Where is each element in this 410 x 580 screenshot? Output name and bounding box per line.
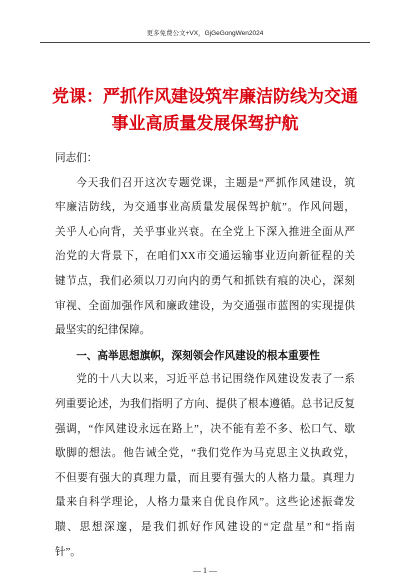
salutation: 同志们： <box>55 153 98 164</box>
paragraph-line: 最坚实的纪律保障。 <box>55 325 151 337</box>
paragraph-line: 量来自科学理论，人格力量来自优良作风”。这些论述振聋发 <box>55 497 355 509</box>
header-divider <box>40 42 370 43</box>
document-title <box>0 83 410 137</box>
paragraph-line: 歇脚的想法。他告诫全党，“我们党作为马克思主义执政党， <box>55 448 355 460</box>
paragraph-line: 聩、思想深邃，是我们抓好作风建设的“定盘星”和“指南 <box>55 521 355 533</box>
document-body <box>55 147 355 565</box>
title-line: 事业高质量发展保驾护航 <box>111 114 299 133</box>
title-line: 党课：严抓作风建设筑牢廉洁防线为交通 <box>52 87 358 106</box>
paragraph-line: 治党的大背景下，在咱们XX市交通运输事业迈向新征程的关 <box>55 251 355 263</box>
paragraph-line: 键节点，我们必须以刀刃向内的勇气和抓铁有痕的决心，深刻 <box>55 275 355 287</box>
page-number: — 1 — <box>193 566 217 575</box>
paragraph-line: 审视、全面加强作风和廉政建设，为交通强市蓝图的实现提供 <box>55 300 355 312</box>
paragraph-line: 牢廉洁防线，为交通事业高质量发展保驾护航”。作风问题， <box>55 202 355 214</box>
paragraph-line: 关乎人心向背，关乎事业兴衰。在全党上下深入推进全面从严 <box>55 226 355 238</box>
paragraph-line: 列重要论述，为我们指明了方向、提供了根本遵循。总书记反复 <box>55 398 355 410</box>
paragraph-line: 党的十八大以来，习近平总书记围绕作风建设发表了一系 <box>76 374 355 386</box>
header-note: 更多免费公文+VX，GjGeGongWen2024 <box>146 30 264 37</box>
section-heading: 一、高举思想旗帜，深刻领会作风建设的根本重要性 <box>76 349 320 362</box>
paragraph-line: 强调，“作风建设永远在路上”，决不能有差不多、松口气、歇 <box>55 423 355 435</box>
body-paragraph <box>55 172 355 344</box>
paragraph-line: 不但要有强大的真理力量，而且要有强大的人格力量。真理力 <box>55 472 355 484</box>
body-paragraph <box>55 368 355 565</box>
paragraph-line: 针”。 <box>55 546 81 558</box>
paragraph-line: 今天我们召开这次专题党课，主题是“严抓作风建设，筑 <box>76 177 355 189</box>
